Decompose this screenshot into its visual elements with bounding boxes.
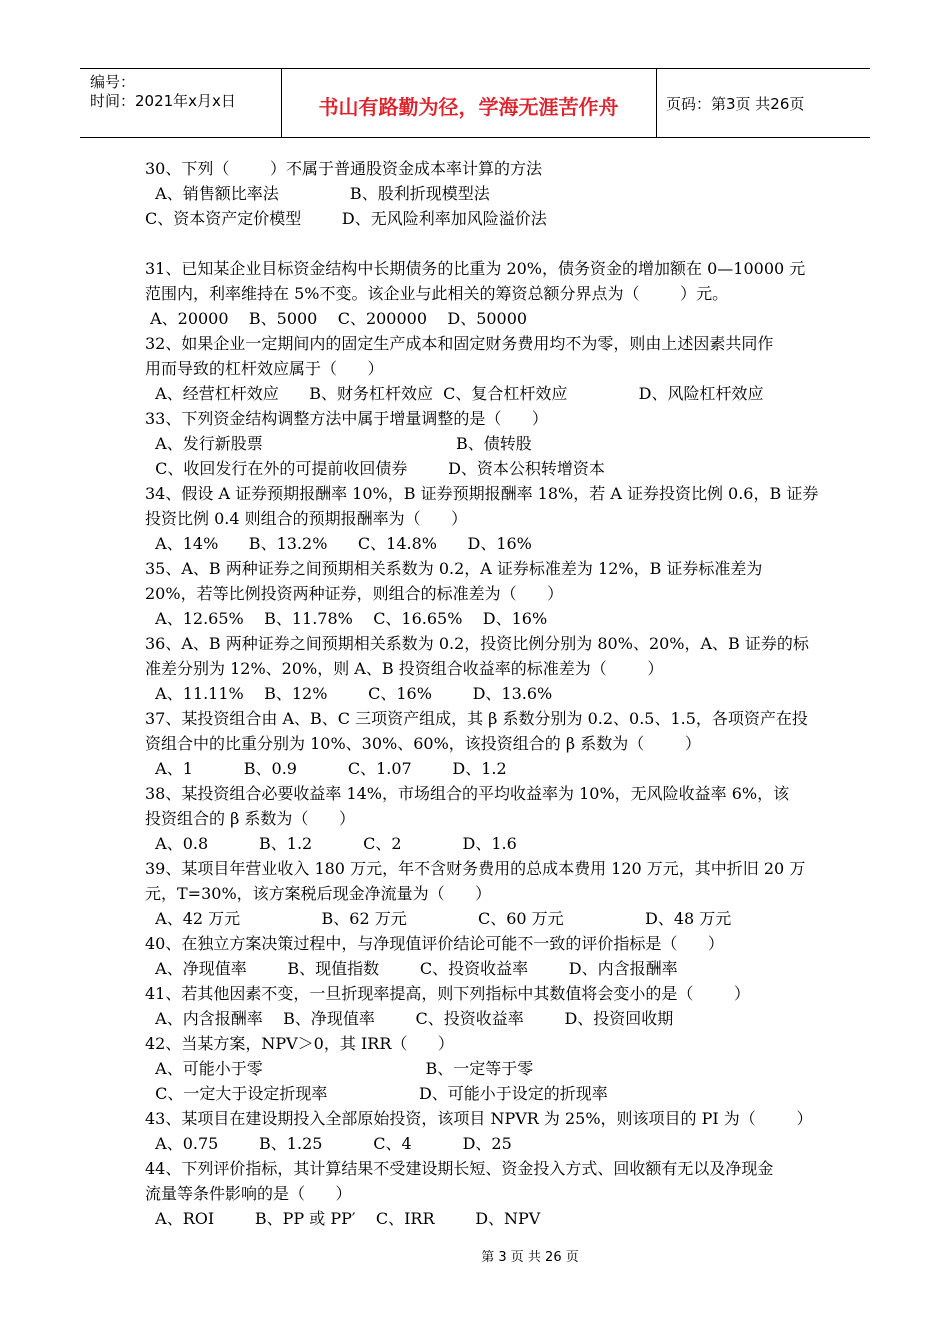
page-header	[80, 68, 870, 138]
text-line: C、收回发行在外的可提前收回债券 D、资本公积转增资本	[145, 459, 605, 478]
text-line: 32、如果企业一定期间内的固定生产成本和固定财务费用均不为零，则由上述因素共同作	[145, 334, 774, 353]
text-line: 准差分别为 12%、20%，则 A、B 投资组合收益率的标准差为（ ）	[145, 659, 664, 678]
text-line: A、0.8 B、1.2 C、2 D、1.6	[145, 834, 517, 853]
text-line: 元，T=30%，该方案税后现金净流量为（ ）	[145, 884, 492, 903]
text-line: C、一定大于设定折现率 D、可能小于设定的折现率	[145, 1084, 608, 1103]
text-line: 41、若其他因素不变，一旦折现率提高，则下列指标中其数值将会变小的是（ ）	[145, 984, 751, 1003]
text-line: 33、下列资金结构调整方法中属于增量调整的是（ ）	[145, 409, 548, 428]
text-line: 43、某项目在建设期投入全部原始投资，该项目 NPVR 为 25%，则该项目的 PI 为（ ）	[145, 1109, 813, 1128]
text-line: 35、A、B 两种证券之间预期相关系数为 0.2，A 证券标准差为 12%，B 证券标准差为	[145, 559, 763, 578]
text-line: 流量等条件影响的是（ ）	[145, 1184, 352, 1203]
text-line: 39、某项目年营业收入 180 万元，年不含财务费用的总成本费用 120 万元，其中折旧 20 万	[145, 859, 806, 878]
text-line: 42、当某方案，NPV＞0，其 IRR（ ）	[145, 1034, 454, 1053]
text-line: 38、某投资组合必要收益率 14%，市场组合的平均收益率为 10%，无风险收益率 6%，该	[145, 784, 790, 803]
text-line: A、ROI B、PP 或 PP′ C、IRR D、NPV	[145, 1209, 541, 1228]
question-list	[145, 156, 819, 1231]
text-line: A、净现值率 B、现值指数 C、投资收益率 D、内含报酬率	[145, 959, 678, 978]
text-line: 投资比例 0.4 则组合的预期报酬率为（ ）	[145, 509, 468, 528]
text-line: A、42 万元 B、62 万元 C、60 万元 D、48 万元	[145, 909, 732, 928]
header-meta	[90, 73, 236, 111]
text-line: A、12.65% B、11.78% C、16.65% D、16%	[145, 609, 548, 628]
document-date: 时间：2021年x月x日	[90, 92, 236, 110]
text-line: A、11.11% B、12% C、16% D、13.6%	[145, 684, 553, 703]
text-line: A、销售额比率法 B、股利折现模型法	[145, 184, 490, 203]
text-line: 20%，若等比例投资两种证券，则组合的标准差为（ ）	[145, 584, 564, 603]
text-line: 用而导致的杠杆效应属于（ ）	[145, 359, 384, 378]
text-line: 36、A、B 两种证券之间预期相关系数为 0.2，投资比例分别为 80%、20%，A、B 证券的标	[145, 634, 809, 653]
text-line: 30、下列（ ）不属于普通股资金成本率计算的方法	[145, 159, 543, 178]
footer-page-number: 第 3 页 共 26 页	[481, 1250, 579, 1265]
text-line: 投资组合的 β 系数为（ ）	[145, 809, 355, 828]
blank-line	[145, 231, 810, 256]
text-line: 34、假设 A 证券预期报酬率 10%，B 证券预期报酬率 18%，若 A 证券投资比例 0.6，B 证券	[145, 484, 819, 503]
text-line: 资组合中的比重分别为 10%、30%、60%，该投资组合的 β 系数为（ ）	[145, 734, 701, 753]
page-footer	[0, 1246, 950, 1265]
text-line: 44、下列评价指标，其计算结果不受建设期长短、资金投入方式、回收额有无以及净现金	[145, 1159, 774, 1178]
text-line: 40、在独立方案决策过程中，与净现值评价结论可能不一致的评价指标是（ ）	[145, 934, 724, 953]
text-line: A、0.75 B、1.25 C、4 D、25	[145, 1134, 512, 1153]
text-line: 37、某投资组合由 A、B、C 三项资产组成，其 β 系数分别为 0.2、0.5、1.5，各项资产在投	[145, 709, 808, 728]
text-line: C、资本资产定价模型 D、无风险利率加风险溢价法	[145, 209, 547, 228]
text-line: A、1 B、0.9 C、1.07 D、1.2	[145, 759, 507, 778]
text-line: A、发行新股票 B、债转股	[145, 434, 532, 453]
header-divider	[656, 69, 657, 137]
text-line: A、可能小于零 B、一定等于零	[145, 1059, 534, 1078]
text-line: A、内含报酬率 B、净现值率 C、投资收益率 D、投资回收期	[145, 1009, 674, 1028]
document-number: 编号：	[90, 73, 136, 91]
text-line: 31、已知某企业目标资金结构中长期债务的比重为 20%，债务资金的增加额在 0—10000 元	[145, 259, 806, 278]
text-line: A、20000 B、5000 C、200000 D、50000	[145, 309, 528, 328]
text-line: 范围内，利率维持在 5%不变。该企业与此相关的筹资总额分界点为（ ）元。	[145, 284, 729, 303]
text-line: A、14% B、13.2% C、14.8% D、16%	[145, 534, 532, 553]
text-line: A、经营杠杆效应 B、财务杠杆效应 C、复合杠杆效应 D、风险杠杆效应	[145, 384, 764, 403]
header-page-info: 页码：第3页 共26页	[666, 95, 805, 113]
header-motto: 书山有路勤为径，学海无涯苦作舟	[318, 95, 619, 119]
